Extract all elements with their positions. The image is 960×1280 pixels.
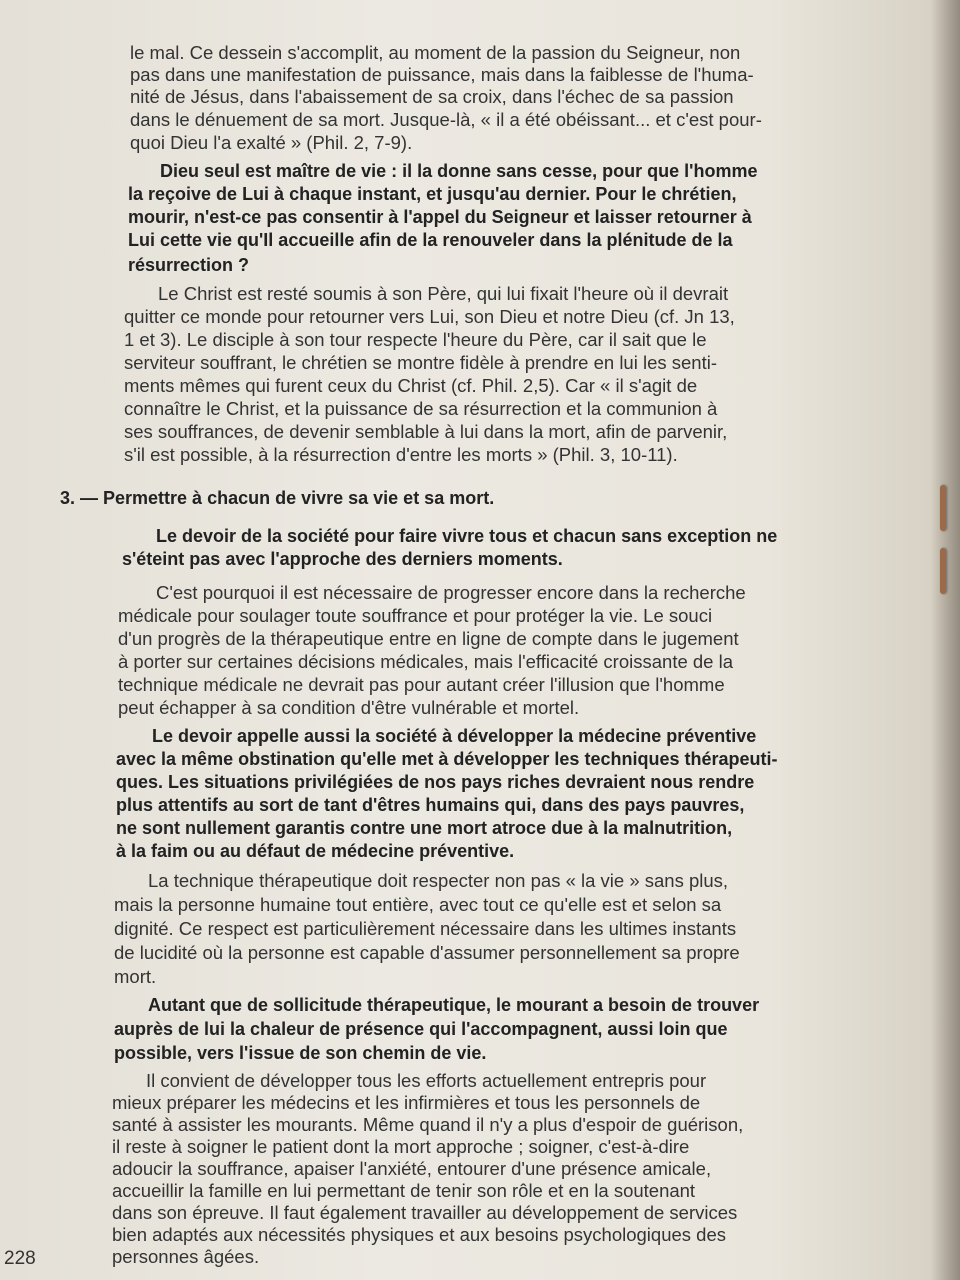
text-line: Dieu seul est maître de vie : il la donne sans cesse, pour que l'homme	[160, 161, 758, 181]
text-line: avec la même obstination qu'elle met à développer les techniques thérapeuti-	[116, 749, 778, 769]
text-line: C'est pourquoi il est nécessaire de progresser encore dans la recherche	[156, 582, 746, 603]
text-line: personnes âgées.	[112, 1246, 260, 1267]
text-line: Le devoir de la société pour faire vivre tous et chacun sans exception ne	[156, 526, 778, 546]
text-line: s'il est possible, à la résurrection d'entre les morts » (Phil. 3, 10-11).	[124, 444, 678, 465]
text-line: auprès de lui la chaleur de présence qui l'accompagnent, aussi loin que	[114, 1019, 728, 1039]
text-line: santé à assister les mourants. Même quand il n'y a plus d'espoir de guérison,	[112, 1114, 744, 1135]
text-line: mais la personne humaine tout entière, avec tout ce qu'elle est et selon sa	[114, 894, 722, 915]
text-line: de lucidité où la personne est capable d'assumer personnellement sa propre	[114, 942, 740, 963]
text-line: accueillir la famille en lui permettant de tenir son rôle et en la soutenant	[112, 1180, 696, 1201]
page-edge-shadow	[930, 0, 960, 1280]
text-line: ques. Les situations privilégiées de nos pays riches devraient nous rendre	[116, 772, 755, 792]
text-line: La technique thérapeutique doit respecter non pas « la vie » sans plus,	[148, 870, 729, 891]
text-line: nité de Jésus, dans l'abaissement de sa croix, dans l'échec de sa passion	[130, 86, 734, 107]
text-line: Le Christ est resté soumis à son Père, qui lui fixait l'heure où il devrait	[158, 283, 729, 304]
text-line: résurrection ?	[128, 255, 250, 275]
text-line: ne sont nullement garantis contre une mort atroce due à la malnutrition,	[116, 818, 733, 838]
text-line: médicale pour soulager toute souffrance et pour protéger la vie. Le souci	[118, 605, 713, 626]
text-line: serviteur souffrant, le chrétien se montre fidèle à prendre en lui les senti-	[124, 352, 717, 373]
text-line: Il convient de développer tous les efforts actuellement entrepris pour	[146, 1070, 707, 1091]
page-number: 228	[4, 1248, 36, 1269]
text-line: le mal. Ce dessein s'accomplit, au moment de la passion du Seigneur, non	[130, 42, 741, 63]
text-line: mourir, n'est-ce pas consentir à l'appel du Seigneur et laisser retourner à	[128, 207, 752, 227]
text-line: pas dans une manifestation de puissance, mais dans la faiblesse de l'huma-	[130, 64, 754, 85]
text-line: plus attentifs au sort de tant d'êtres humains qui, dans des pays pauvres,	[116, 795, 745, 815]
text-line: bien adaptés aux nécessités physiques et aux besoins psychologiques des	[112, 1224, 726, 1245]
text-line: à la faim ou au défaut de médecine préventive.	[116, 841, 515, 861]
text-line: d'un progrès de la thérapeutique entre en ligne de compte dans le jugement	[118, 628, 739, 649]
text-line: dans son épreuve. Il faut également travailler au développement de services	[112, 1202, 738, 1223]
text-line: peut échapper à sa condition d'être vulnérable et mortel.	[118, 697, 580, 718]
text-line: mieux préparer les médecins et les infirmières et tous les personnels de	[112, 1092, 701, 1113]
text-line: Lui cette vie qu'Il accueille afin de la renouveler dans la plénitude de la	[128, 230, 733, 250]
text-line: Autant que de sollicitude thérapeutique, le mourant a besoin de trouver	[148, 995, 760, 1015]
text-line: à porter sur certaines décisions médicales, mais l'efficacité croissante de la	[118, 651, 733, 672]
text-line: ses souffrances, de devenir semblable à lui dans la mort, afin de parvenir,	[124, 421, 728, 442]
text-line: 1 et 3). Le disciple à son tour respecte l'heure du Père, car il sait que le	[124, 329, 707, 350]
text-line: quoi Dieu l'a exalté » (Phil. 2, 7-9).	[130, 132, 413, 153]
text-line: quitter ce monde pour retourner vers Lui, son Dieu et notre Dieu (cf. Jn 13,	[124, 306, 735, 327]
text-line: il reste à soigner le patient dont la mort approche ; soigner, c'est-à-dire	[112, 1136, 690, 1157]
text-line: ments mêmes qui furent ceux du Christ (cf. Phil. 2,5). Car « il s'agit de	[124, 375, 698, 396]
text-line: Le devoir appelle aussi la société à développer la médecine préventive	[152, 726, 757, 746]
page-tab-marker	[940, 485, 946, 531]
text-line: adoucir la souffrance, apaiser l'anxiété, entourer d'une présence amicale,	[112, 1158, 712, 1179]
text-line: dans le dénuement de sa mort. Jusque-là, « il a été obéissant... et c'est pour-	[130, 109, 762, 130]
section-heading: 3. — Permettre à chacun de vivre sa vie et sa mort.	[60, 488, 495, 508]
page-tab-marker	[940, 548, 946, 594]
text-line: s'éteint pas avec l'approche des derniers moments.	[122, 549, 563, 569]
text-line: mort.	[114, 966, 157, 987]
text-line: dignité. Ce respect est particulièrement nécessaire dans les ultimes instants	[114, 918, 737, 939]
text-line: possible, vers l'issue de son chemin de vie.	[114, 1043, 487, 1063]
text-line: technique médicale ne devrait pas pour autant créer l'illusion que l'homme	[118, 674, 725, 695]
text-line: connaître le Christ, et la puissance de sa résurrection et la communion à	[124, 398, 718, 419]
text-line: la reçoive de Lui à chaque instant, et jusqu'au dernier. Pour le chrétien,	[128, 184, 737, 204]
